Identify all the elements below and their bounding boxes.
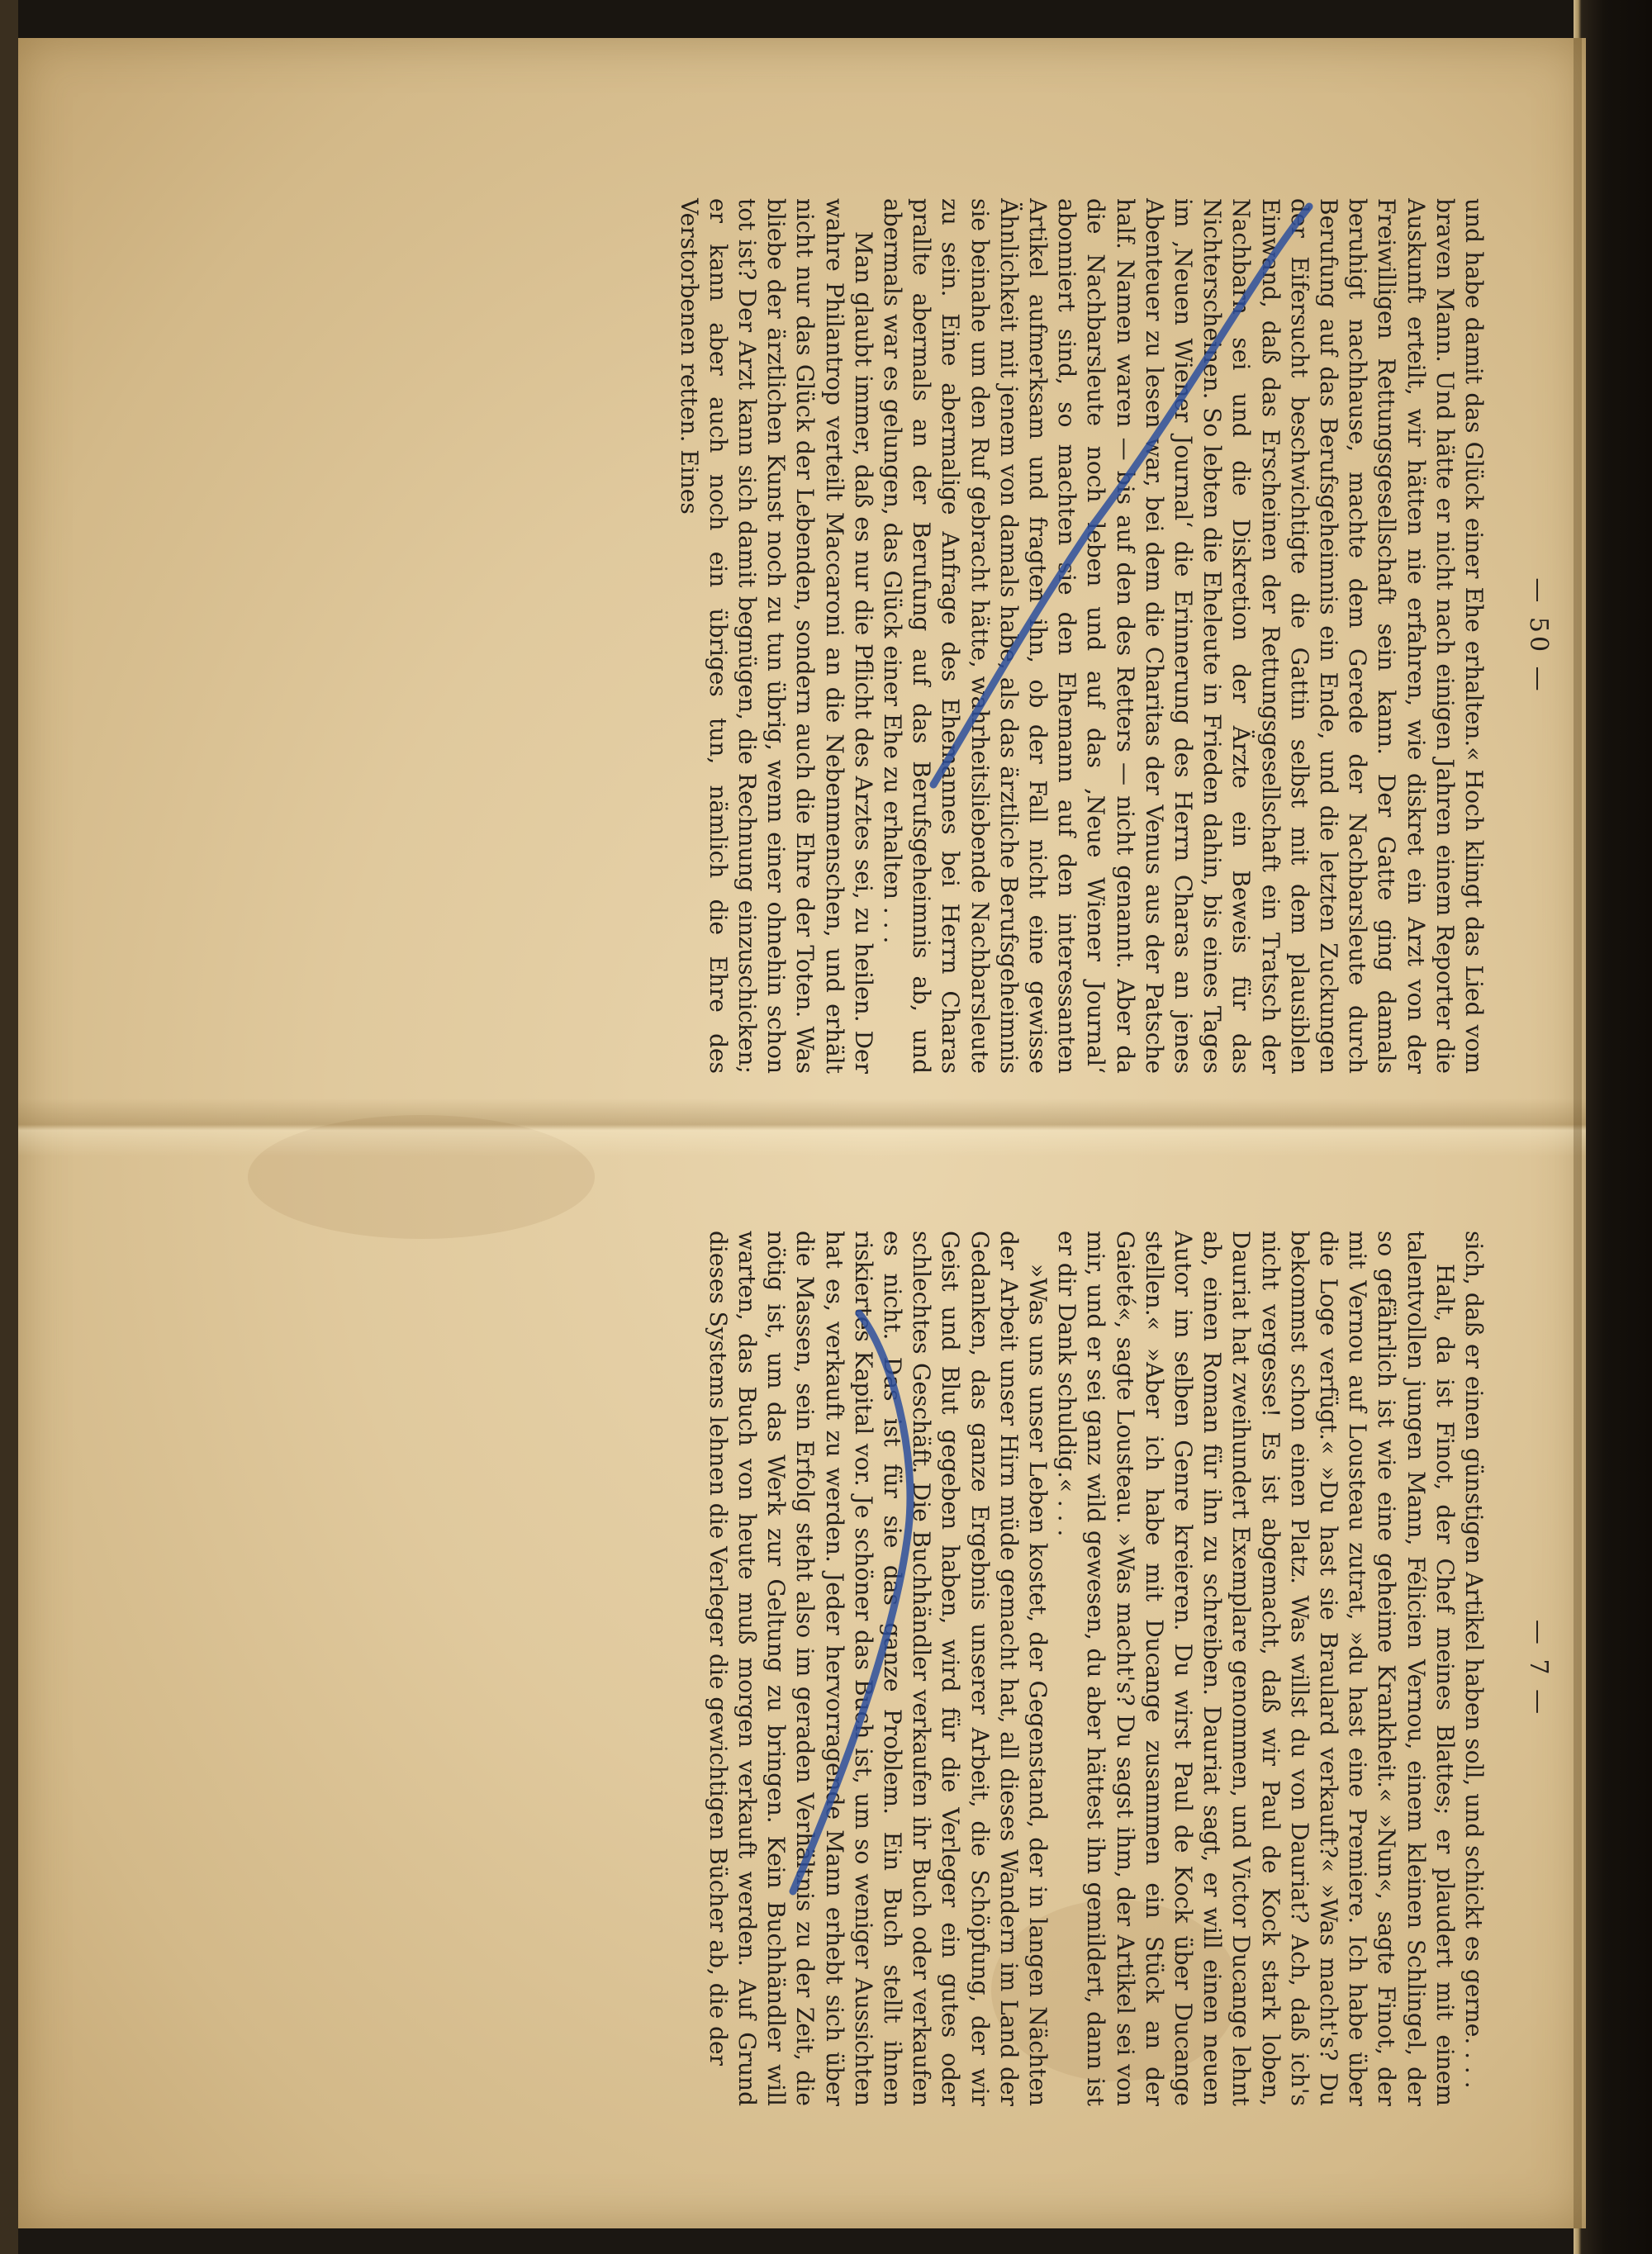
paragraph: und habe damit das Glück einer Ehe erhalten.« Hoch klingt das Lied vom braven Mann. Und hätte er nicht nach einigen Jahren einem Reporter die Auskunft erteilt, wir hätten nie erfahren, wie diskret ein Arzt von der Freiwilligen Rettungsgesellschaft sein kann. Der Gatte ging damals beruhigt nachhause, machte dem Gerede der Nachbarsleute durch Berufung auf das Berufsgeheimnis ein Ende, und die letzten Zuckungen der Eifersucht beschwichtigte die Gattin selbst mit dem plausiblen Einwand, daß das Erscheinen der Rettungsgesellschaft ein Tratsch der Nachbarn sei und die Diskretion der Ärzte ein Beweis für das Nichterscheinen. So lebten die Eheleute in Frieden dahin, bis eines Tages im ‚Neuen Wiener Journal‘ die Erinnerung des Herrn Charas an jenes Abenteuer zu lesen war, bei dem die Charitas der Venus aus der Patsche half. Namen waren — bis auf den des Retters — nicht genannt. Aber da die Nachbarsleute noch leben und auf das ‚Neue Wiener Journal‘ abonniert sind, so machten sie den Ehemann auf den interessanten Artikel aufmerksam und fragten ihn, ob der Fall nicht eine gewisse Ähnlichkeit mit jenem von damals habe, als das ärztliche Berufsgeheimnis sie beinahe um den Ruf gebracht hätte, wahrheitsliebende Nachbarsleute zu sein. Eine abermalige Anfrage des Ehemannes bei Herrn Charas prallte abermals an der Berufung auf das Berufsgeheimnis ab, und abermals war es gelungen, das Glück einer Ehe zu erhalten . . . [878,198,1488,1074]
paragraph: Man glaubt immer, daß es nur die Pflicht des Arztes sei, zu heilen. Der wahre Philantrop verteilt Maccaroni an die Nebenmenschen, und erhält nicht nur das Glück der Lebenden, sondern auch die Ehre der Toten. Was bliebe der ärztlichen Kunst noch zu tun übrig, wenn einer ohnehin schon tot ist? Der Arzt kann sich damit begnügen, die Rechnung einzuschicken; er kann aber auch noch ein übriges tun, nämlich die Ehre des Verstorbenen retten. Eines [675,198,877,1074]
scan-background-top [0,0,1652,38]
page-body [704,1231,1488,2106]
page-body [674,198,1488,1074]
page-number: — 50 — [1524,577,1553,695]
paragraph: »Was uns unser Leben kostet, der Gegenstand, der in langen Nächten der Arbeit unser Hirn müde gemacht hat, all dieses Wandern im Land der Gedanken, das ganze Ergebnis unserer Arbeit, die Schöpfung, der wir Geist und Blut gegeben haben, wird für die Verleger ein gutes oder schlechtes Geschäft. Die Buchhändler verkaufen ihr Buch oder verkaufen es nicht. Das ist für sie das ganze Problem. Ein Buch stellt ihnen riskiertes Kapital vor. Je schöner das Buch ist, um so weniger Aussichten hat es, verkauft zu werden. Jeder hervorragende Mann erhebt sich über die Massen, sein Erfolg steht also im geraden Verhältnis zu der Zeit, die nötig ist, um das Werk zur Geltung zu bringen. Kein Buchhändler will warten, das Buch von heute muß morgen verkauft werden. Auf Grund dieses Systems lehnen die Verleger die gewichtigen Bücher ab, die der [704,1231,1051,2106]
page-fold [18,1099,1586,1156]
scan-background-left [0,0,18,2254]
page-number: — 7 — [1524,1619,1553,1718]
paragraph: Halt, da ist Finot, der Chef meines Blattes; er plaudert mit einem talentvollen jungen Mann, Félicien Vernou, einem kleinen Schlingel, der so gefährlich ist wie eine geheime Krankheit.« »Nun«, sagte Finot, der mit Vernou auf Lousteau zutrat, »du hast eine Premiere. Ich habe über die Loge verfügt.« »Du hast sie Braulard verkauft?« »Was macht's? Du bekommst schon einen Platz. Was willst du von Dauriat? Ach, daß ich's nicht vergesse! Es ist abgemacht, daß wir Paul de Kock stark loben, Dauriat hat zweihundert Exemplare genommen, und Victor Ducange lehnt ab, einen Roman für ihn zu schreiben. Dauriat sagt, er will einen neuen Autor im selben Genre kreieren. Du wirst Paul de Kock über Ducange stellen.« »Aber ich habe mit Ducange zusammen ein Stück an der Gaieté«, sagte Lousteau. »Was macht's? Du sagst ihm, der Artikel sei von mir, und er sei ganz wild gewesen, du aber hättest ihn gemildert, dann ist er dir Dank schuldig.« . . . [1053,1231,1459,2106]
paragraph: sich, daß er einen günstigen Artikel haben soll, und schickt es gerne. . . . [1460,1231,1488,2089]
binding-gutter [1574,38,1582,2228]
